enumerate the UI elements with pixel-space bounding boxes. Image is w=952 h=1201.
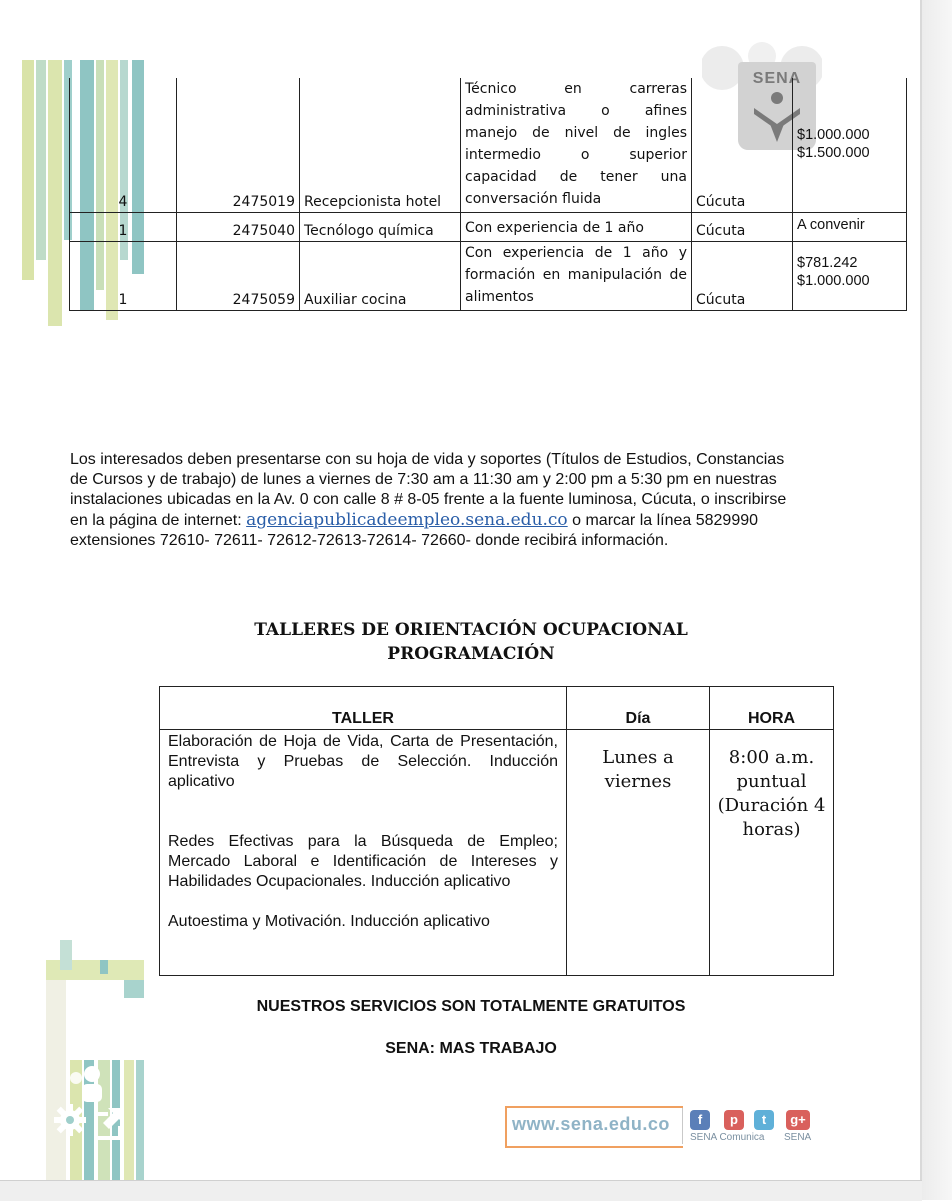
requirement-line: alimentos [465, 289, 534, 305]
requirements-cell [461, 242, 692, 311]
page-margin-bottom [0, 1180, 922, 1201]
requirement-line: capacidad de tener una [465, 169, 687, 185]
code-cell: 2475019 [177, 78, 300, 213]
people-gear-icon [52, 1064, 132, 1144]
workshop-list [160, 730, 567, 976]
instructions-text: en la página de internet: [70, 512, 247, 529]
time-line: (Duración 4 [717, 795, 826, 816]
application-instructions [70, 450, 870, 551]
googleplus-icon[interactable]: g+ [786, 1110, 810, 1130]
title-cell: Recepcionista hotel [300, 78, 461, 213]
table-row [70, 78, 907, 213]
workshop-item: Redes Efectivas para la Búsqueda de Empleo; Mercado Laboral e Identificación de Intereses y Habilidades Ocupacionales. Inducción aplicativo [168, 833, 558, 890]
requirement-line: Técnico en carreras [465, 81, 687, 97]
slogan: SENA: MAS TRABAJO [385, 1040, 557, 1057]
city-cell: Cúcuta [692, 213, 793, 242]
qty-cell: 1 [70, 213, 177, 242]
social-label-sena-comunica: SENA Comunica [690, 1132, 765, 1143]
sena-logo-text: SENA [752, 70, 802, 87]
qty-cell: 1 [70, 242, 177, 311]
header-taller: TALLER [160, 687, 567, 730]
requirement-line: administrativa o afines [465, 103, 687, 119]
instructions-line: Los interesados deben presentarse con su hoja de vida y soportes (Títulos de Estudios, Constancias [70, 451, 785, 468]
footer-website-link[interactable]: www.sena.edu.co [512, 1114, 670, 1134]
city-cell: Cúcuta [692, 242, 793, 311]
code-cell: 2475059 [177, 242, 300, 311]
job-offers-table [69, 78, 907, 311]
requirement-line: conversación fluida [465, 191, 602, 207]
workshop-time [710, 730, 834, 976]
table-header-row [160, 687, 834, 730]
qty-cell: 4 [70, 78, 177, 213]
salary-cell [793, 78, 907, 213]
requirement-line: Con experiencia de 1 año y [465, 245, 687, 261]
day-line: Lunes a [602, 747, 674, 768]
header-dia: Día [567, 687, 710, 730]
workshops-title: TALLERES DE ORIENTACIÓN OCUPACIONAL [254, 620, 688, 640]
footer-divider [682, 1108, 683, 1144]
salary-max: $1.500.000 [797, 145, 870, 161]
code-cell: 2475040 [177, 213, 300, 242]
requirement-line: Con experiencia de 1 año [465, 220, 644, 236]
pinterest-icon[interactable]: p [724, 1110, 744, 1130]
instructions-line [70, 510, 870, 531]
time-line: puntual [736, 771, 807, 792]
title-cell: Tecnólogo química [300, 213, 461, 242]
title-cell: Auxiliar cocina [300, 242, 461, 311]
workshop-item: Autoestima y Motivación. Inducción aplicativo [168, 913, 490, 930]
requirement-line: intermedio o superior [465, 147, 687, 163]
header-hora: HORA [710, 687, 834, 730]
instructions-line: de Cursos y de trabajo) de lunes a viernes de 7:30 am a 11:30 am y 2:00 pm a 5:30 pm en nuestras [70, 471, 777, 488]
facebook-icon[interactable]: f [690, 1110, 710, 1130]
social-label-sena: SENA [784, 1132, 812, 1143]
time-line: horas) [742, 819, 801, 840]
twitter-icon[interactable]: t [754, 1110, 774, 1130]
day-line: viernes [604, 771, 672, 792]
time-line: 8:00 a.m. [728, 747, 815, 768]
employment-agency-link[interactable]: agenciapublicadeempleo.sena.edu.co [246, 510, 568, 530]
requirements-cell [461, 213, 692, 242]
table-row [70, 213, 907, 242]
workshop-item: Elaboración de Hoja de Vida, Carta de Presentación, Entrevista y Pruebas de Selección. Inducción aplicativo [168, 733, 558, 790]
instructions-line: instalaciones ubicadas en la Av. 0 con calle 8 # 8-05 frente a la fuente luminosa, Cúcuta, o inscribirse [70, 491, 787, 508]
salary-cell [793, 213, 907, 242]
workshops-subtitle: PROGRAMACIÓN [387, 644, 555, 664]
workshop-day [567, 730, 710, 976]
requirement-line: manejo de nivel de ingles [465, 125, 687, 141]
table-row [160, 730, 834, 976]
workshops-table [159, 686, 834, 976]
requirement-line: formación en manipulación de [465, 267, 687, 283]
table-row [70, 242, 907, 311]
instructions-line: extensiones 72610- 72611- 72612-72613-72614- 72660- donde recibirá información. [70, 532, 669, 549]
page-margin-right [922, 0, 952, 1200]
salary-max: $1.000.000 [797, 273, 870, 289]
city-cell: Cúcuta [692, 78, 793, 213]
free-services-note: NUESTROS SERVICIOS SON TOTALMENTE GRATUITOS [256, 998, 686, 1015]
salary-min: $1.000.000 [797, 127, 870, 143]
salary-min: $781.242 [797, 255, 858, 271]
instructions-text: o marcar la línea 5829990 [567, 512, 759, 529]
requirements-cell [461, 78, 692, 213]
salary-value: A convenir [797, 217, 865, 233]
salary-cell [793, 242, 907, 311]
